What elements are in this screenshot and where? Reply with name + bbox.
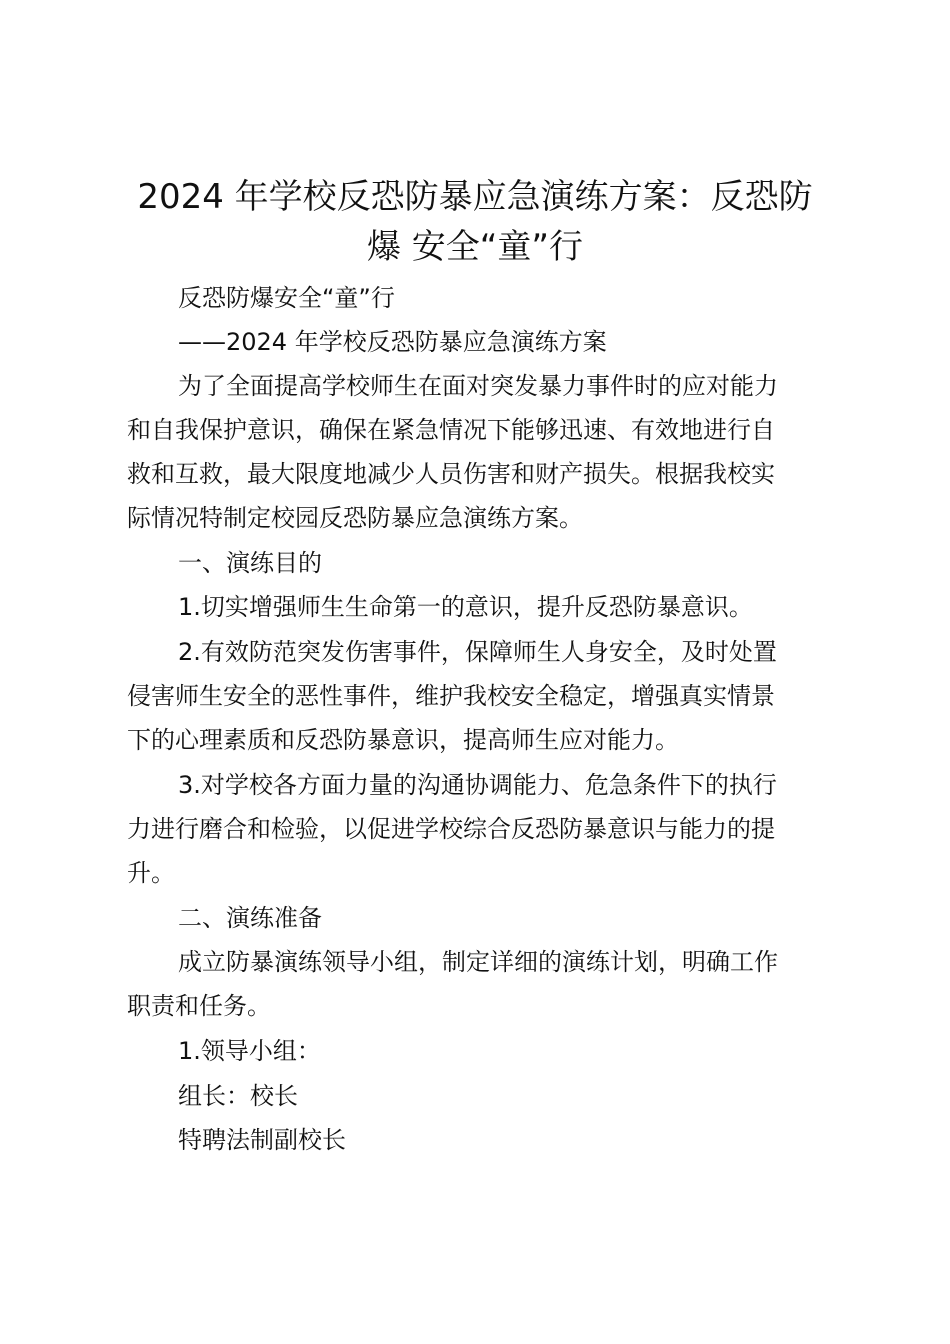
purpose-item-1: 1.切实增强师生生命第一的意识，提升反恐防暴意识。 xyxy=(178,593,753,621)
intro-paragraph-line: 和自我保护意识，确保在紧急情况下能够迅速、有效地进行自 xyxy=(127,416,775,444)
intro-paragraph-line: 救和互救，最大限度地减少人员伤害和财产损失。根据我校实 xyxy=(127,460,775,488)
subtitle-secondary: ——2024 年学校反恐防暴应急演练方案 xyxy=(178,328,607,356)
subtitle: 反恐防爆安全“童”行 xyxy=(178,284,395,312)
preparation-paragraph-line: 成立防暴演练领导小组，制定详细的演练计划，明确工作 xyxy=(178,948,778,976)
intro-paragraph-line: 为了全面提高学校师生在面对突发暴力事件时的应对能力 xyxy=(178,372,778,400)
document-title-line-2: 爆 安全“童”行 xyxy=(366,227,584,267)
section-heading-purpose: 一、演练目的 xyxy=(178,549,322,577)
purpose-item-3-line: 升。 xyxy=(127,859,175,887)
group-leader-line: 组长：校长 xyxy=(178,1082,298,1110)
purpose-item-2-line: 侵害师生安全的恶性事件，维护我校安全稳定，增强真实情景 xyxy=(127,682,775,710)
purpose-item-3-line: 力进行磨合和检验，以促进学校综合反恐防暴意识与能力的提 xyxy=(127,815,775,843)
leadership-group-heading: 1.领导小组： xyxy=(178,1037,321,1065)
purpose-item-3-line: 3.对学校各方面力量的沟通协调能力、危急条件下的执行 xyxy=(178,771,777,799)
intro-paragraph-line: 际情况特制定校园反恐防暴应急演练方案。 xyxy=(127,504,583,532)
document-title-line-1: 2024 年学校反恐防暴应急演练方案：反恐防 xyxy=(137,177,813,217)
preparation-paragraph-line: 职责和任务。 xyxy=(127,992,271,1020)
section-heading-preparation: 二、演练准备 xyxy=(178,904,322,932)
legal-vice-principal-line: 特聘法制副校长 xyxy=(178,1126,346,1154)
purpose-item-2-line: 2.有效防范突发伤害事件，保障师生人身安全，及时处置 xyxy=(178,638,777,666)
purpose-item-2-line: 下的心理素质和反恐防暴意识，提高师生应对能力。 xyxy=(127,726,679,754)
